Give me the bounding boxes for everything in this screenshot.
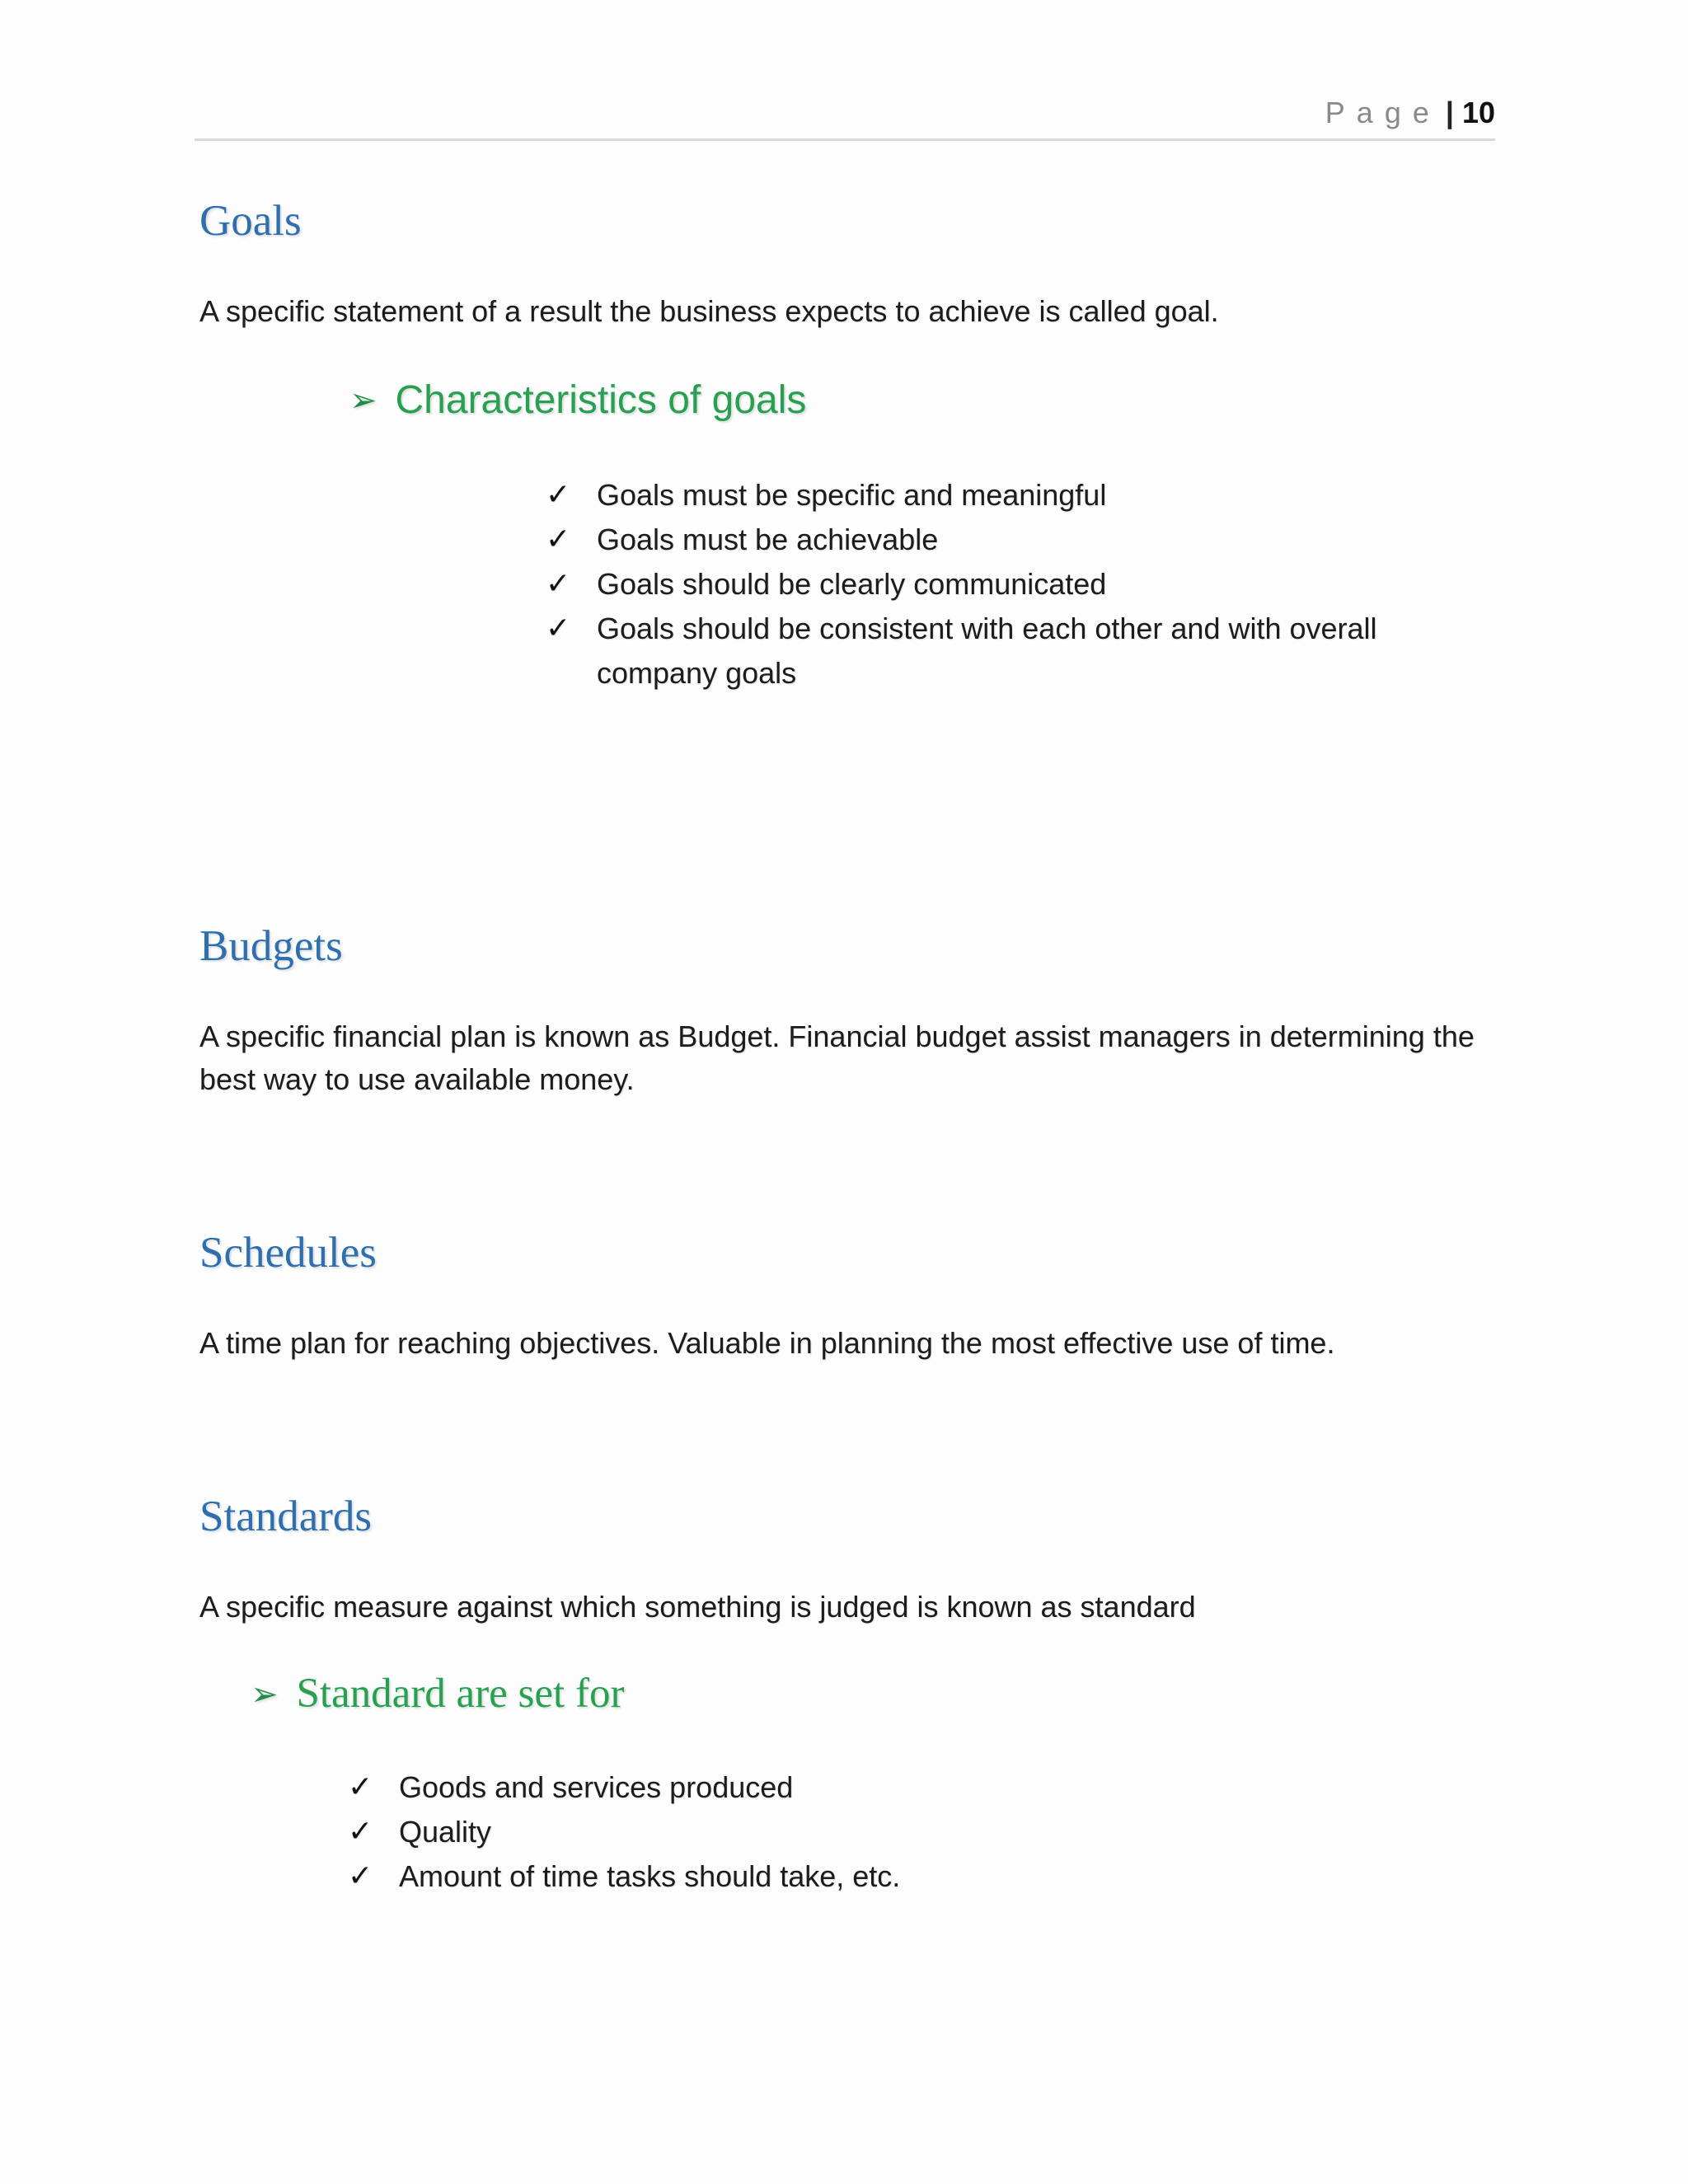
schedules-definition: A time plan for reaching objectives. Valuable in planning the most effective use of time.	[199, 1326, 1335, 1360]
page-label: Page	[1325, 96, 1441, 129]
standards-subheading-text: Standard are set for	[296, 1671, 625, 1717]
standards-subheading	[251, 1670, 624, 1718]
list-item-text: Goals must be specific and meaningful	[597, 478, 1107, 512]
list-item-text: Goods and services produced	[399, 1770, 794, 1804]
goals-subheading-text: Characteristics of goals	[395, 378, 807, 422]
schedules-heading: Schedules	[199, 1229, 377, 1277]
budgets-heading: Budgets	[199, 922, 343, 970]
header-divider	[195, 138, 1495, 141]
arrow-bullet-icon: ➢	[349, 382, 377, 419]
standards-heading: Standards	[199, 1493, 373, 1540]
list-item	[546, 518, 1436, 562]
goals-heading: Goals	[199, 197, 302, 245]
list-item-text: Amount of time tasks should take, etc.	[399, 1859, 901, 1893]
checkmark-icon: ✓	[348, 1770, 373, 1804]
arrow-bullet-icon: ➢	[251, 1675, 279, 1713]
goals-subheading	[349, 377, 806, 423]
checkmark-icon: ✓	[546, 478, 571, 512]
checkmark-icon: ✓	[546, 612, 571, 645]
goals-definition: A specific statement of a result the business expects to achieve is called goal.	[199, 294, 1219, 328]
list-item-text: Quality	[399, 1815, 492, 1849]
list-item-text: Goals must be achievable	[597, 523, 939, 556]
list-item	[348, 1810, 1337, 1854]
page-number: 10	[1461, 96, 1495, 129]
checkmark-icon: ✓	[546, 567, 571, 601]
checkmark-icon: ✓	[546, 523, 571, 556]
list-item	[546, 473, 1436, 518]
budgets-definition: A specific financial plan is known as Budget. Financial budget assist managers in determining the best way to use available money.	[199, 1019, 1475, 1096]
list-item	[546, 562, 1436, 607]
checkmark-icon: ✓	[348, 1815, 373, 1849]
list-item	[546, 607, 1436, 696]
checkmark-icon: ✓	[348, 1859, 373, 1893]
standards-list	[348, 1765, 1337, 1899]
list-item-text: Goals should be consistent with each other and with overall company goals	[597, 612, 1377, 690]
page-header	[1325, 96, 1495, 130]
list-item-text: Goals should be clearly communicated	[597, 567, 1107, 601]
standards-definition: A specific measure against which something is judged is known as standard	[199, 1590, 1196, 1624]
list-item	[348, 1765, 1337, 1810]
page-separator: |	[1445, 96, 1454, 129]
goals-characteristics-list	[546, 473, 1436, 696]
list-item	[348, 1854, 1337, 1899]
